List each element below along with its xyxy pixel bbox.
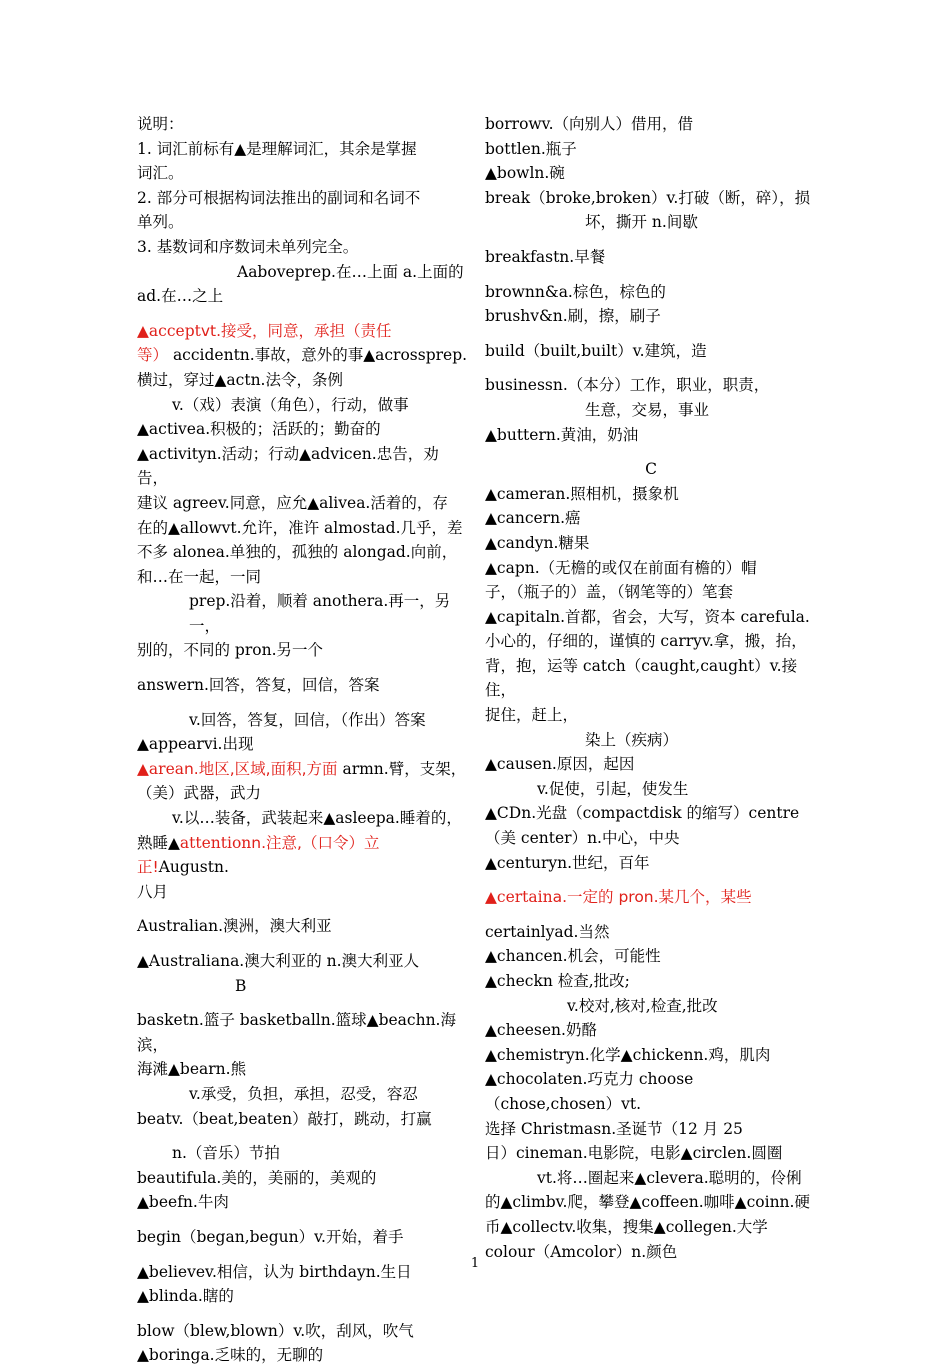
vocab-line: ▲cheesen.奶酪 [485, 1021, 597, 1040]
vocab-line: （美 center）n.中心，中央 [485, 829, 680, 848]
vocab-line: break（broke,broken）v.打破（断，碎），损 [485, 188, 811, 207]
vocab-line: borrowv.（向别人）借用，借 [485, 115, 694, 133]
page-number: 1 [470, 1256, 480, 1271]
vocab-line: ▲boringa.乏味的，无聊的 [137, 1346, 324, 1365]
vocab-line: ▲CDn.光盘（compactdisk 的缩写）centre [485, 804, 800, 823]
vocab-line: ▲cameran.照相机，摄象机 [485, 484, 679, 503]
vocab-line: brushv&n.刷，擦，刷子 [485, 307, 661, 326]
vocab-line: 捉住，赶上， [485, 706, 579, 725]
vocab-line: basketn.篮子 basketballn.篮球▲beachn.海滨， [137, 1011, 456, 1054]
vocab-line: v.回答，答复，回信，（作出）答案 [189, 710, 426, 729]
note-line: 3. 基数词和序数词未单列完全。 [137, 237, 359, 256]
vocab-line: 币▲collectv.收集，搜集▲collegen.大学 [485, 1217, 768, 1236]
vocab-line: 日）cineman.电影院，电影▲circlen.圆圈 [485, 1144, 783, 1163]
vocab-line: 背，抱，运等 catch（caught,caught）v.接住， [485, 656, 798, 700]
vocab-line: vt.将…圈起来▲clevera.聪明的，伶俐 [537, 1168, 802, 1187]
vocab-line: 染上（疾病） [585, 730, 679, 749]
vocab-line: bottlen.瓶子 [485, 139, 577, 158]
vocab-line: ▲causen.原因，起因 [485, 755, 635, 774]
vocab-line: ▲chancen.机会，可能性 [485, 947, 661, 966]
vocab-line: 坏，撕开 n.间歇 [585, 213, 698, 232]
vocab-line [485, 885, 817, 910]
note-line: 1. 词汇前标有▲是理解词汇，其余是掌握 [137, 139, 417, 158]
section-letter-c: C [645, 460, 657, 479]
vocab-line: v.以…装备，武装起来▲asleepa.睡着的， [172, 809, 462, 828]
vocab-line: ▲candyn.糖果 [485, 533, 590, 552]
vocab-line: prep.沿着，顺着 anothera.再一，另一， [189, 592, 451, 635]
vocab-line: 不多 alonea.单独的，孤独的 alongad.向前， [137, 543, 458, 562]
vocab-text: armn.臂，支架， [337, 759, 467, 778]
vocab-line: begin（began,begun）v.开始，着手 [137, 1227, 404, 1246]
vocab-line: 八月 [137, 882, 169, 901]
vocab-line: v.承受，负担，承担，忍受，容忍 [189, 1084, 418, 1103]
vocab-line: 横过，穿过▲actn.法令，条例 [137, 370, 343, 389]
vocab-line: 的▲climbv.爬，攀登▲coffeen.咖啡▲coinn.硬 [485, 1193, 810, 1212]
vocab-line: ▲chocolaten.巧克力 choose（chose,chosen）vt. [485, 1070, 694, 1113]
vocab-line: 海滩▲bearn.熊 [137, 1060, 247, 1079]
vocab-line: ▲beefn.牛肉 [137, 1193, 229, 1212]
vocab-line: build（built,built）v.建筑，造 [485, 341, 707, 360]
vocab-line: 在的▲allowvt.允许，准许 almostad.几乎，差 [137, 518, 463, 537]
highlight-definition: vt.接受，同意，承担（责任 [200, 321, 392, 340]
note-line: 词汇。 [137, 164, 184, 183]
left-column [137, 112, 469, 1368]
vocab-line: 子，（瓶子的）盖，（钢笔等的）笔套 [485, 583, 734, 602]
vocab-line: （美）武器，武力 [137, 784, 262, 803]
highlight-word: ▲area [137, 759, 184, 778]
vocab-line: 选择 Christmasn.圣诞节（12 月 25 [485, 1119, 743, 1138]
vocab-line: 生意，交易，事业 [585, 400, 710, 419]
vocab-line: beatv.（beat,beaten）敲打，跳动，打赢 [137, 1109, 432, 1128]
vocab-line [137, 319, 469, 344]
vocab-line: v.促使，引起，使发生 [537, 779, 689, 798]
vocab-line: ▲cancern.癌 [485, 509, 581, 528]
vocab-line: ▲activityn.活动；行动▲advicen.忠告，劝告， [137, 444, 439, 488]
vocab-line: beautifula.美的，美丽的，美观的 [137, 1168, 377, 1187]
vocab-line: 别的，不同的 pron.另一个 [137, 641, 324, 660]
vocab-line: 小心的，仔细的，谨慎的 carryv.拿，搬，抬， [485, 632, 807, 651]
vocab-line: blow（blew,blown）v.吹，刮风，吹气 [137, 1321, 414, 1340]
vocab-line: certainlyad.当然 [485, 922, 610, 941]
vocab-line: 和…在一起，一同 [137, 567, 262, 586]
highlight-word: attention [179, 833, 252, 852]
notes-heading: 说明： [137, 115, 184, 133]
section-letter-b: B [235, 976, 247, 995]
vocab-line: ▲checkn 检查,批改; [485, 972, 630, 990]
highlight-word: ▲accept [137, 321, 201, 340]
note-line: 2. 部分可根据构词法推出的副词和名词不 [137, 188, 421, 207]
vocab-line: v.校对,核对,检查,批改 [567, 996, 718, 1015]
highlight-definition: n.地区,区域,面积,方面 [183, 759, 338, 778]
vocab-line: businessn.（本分）工作，职业，职责， [485, 376, 770, 395]
vocab-line: ▲chemistryn.化学▲chickenn.鸡，肌肉 [485, 1045, 771, 1064]
highlight-definition: 某些 [720, 888, 752, 907]
vocab-text: Augustn. [158, 858, 229, 877]
vocab-line: Aaboveprep.在…上面 a.上面的 [237, 262, 464, 281]
vocab-text: accidentn.事故，意外的事▲acrossprep. [168, 346, 468, 365]
vocab-line: n.（音乐）节拍 [172, 1144, 280, 1163]
vocab-line: ▲bowln.碗 [485, 164, 565, 183]
highlight-word: ▲certain [485, 888, 553, 907]
vocab-line: ▲blinda.瞎的 [137, 1287, 234, 1306]
highlight-definition: a.一定的 pron.某几个， [552, 888, 721, 907]
vocab-line: colour（Amcolor）n.颜色 [485, 1242, 678, 1261]
vocab-line [137, 757, 469, 782]
vocab-line: ▲Australiana.澳大利亚的 n.澳大利亚人 [137, 952, 420, 970]
vocab-line: answern.回答，答复，回信，答案 [137, 676, 380, 695]
vocab-line: Australian.澳洲，澳大利亚 [137, 917, 332, 936]
right-column [485, 112, 817, 1264]
vocab-line [137, 343, 469, 368]
vocab-line: ▲centuryn.世纪，百年 [485, 853, 650, 872]
vocab-line: ▲appearvi.出现 [137, 735, 254, 754]
vocab-text: 熟睡▲ [137, 833, 180, 852]
highlight-definition: 等） [137, 346, 169, 365]
vocab-line: ▲buttern.黄油，奶油 [485, 425, 639, 444]
vocab-line: ▲capitaln.首都，省会，大写，资本 carefula. [485, 607, 810, 626]
highlight-definition: n.注意,（口令）立正! [137, 833, 380, 877]
vocab-line: ▲activea.积极的；活跃的；勤奋的 [137, 420, 381, 439]
vocab-line: 建议 agreev.同意，应允▲alivea.活着的，存 [137, 493, 448, 512]
vocab-line: ▲believev.相信，认为 birthdayn.生日 [137, 1262, 412, 1281]
vocab-line: ▲capn.（无檐的或仅在前面有檐的）帽 [485, 558, 757, 577]
vocab-line [137, 831, 469, 880]
vocab-line: ad.在…之上 [137, 287, 224, 306]
vocab-line: v.（戏）表演（角色），行动，做事 [172, 395, 409, 414]
vocab-line: brownn&a.棕色，棕色的 [485, 282, 666, 301]
vocab-line: breakfastn.早餐 [485, 247, 606, 266]
note-line: 单列。 [137, 213, 184, 232]
